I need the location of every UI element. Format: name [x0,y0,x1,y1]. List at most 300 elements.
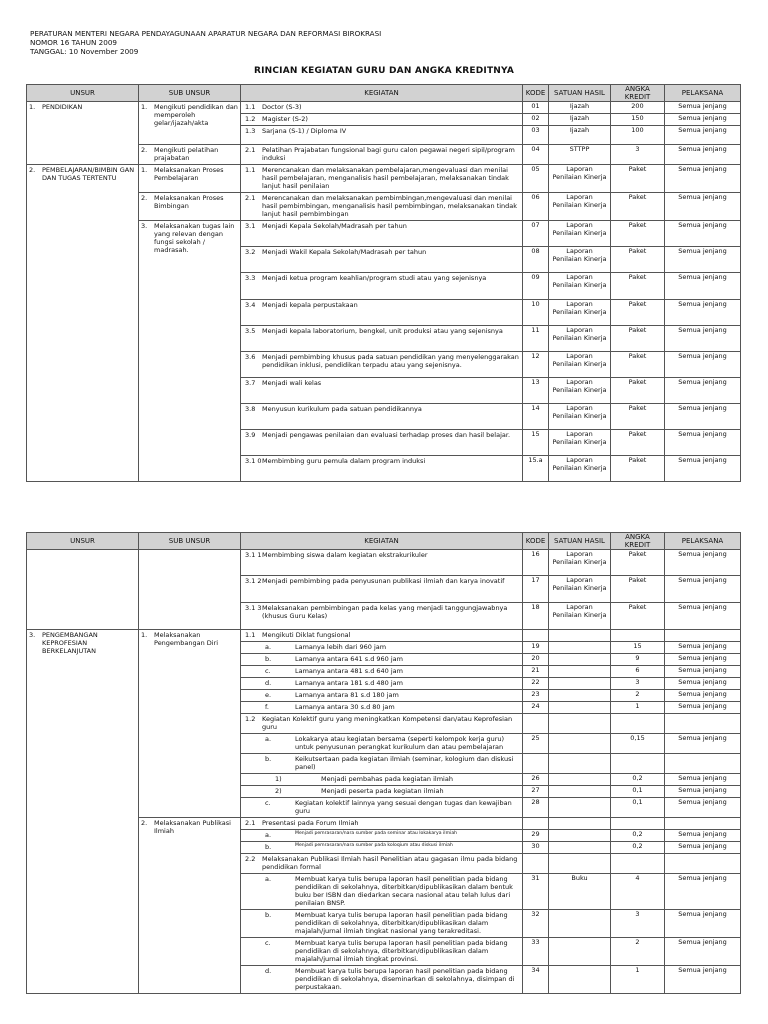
table-cell [549,938,611,966]
pelaksana-cell: Semua jenjang [665,300,741,326]
table-cell [665,630,741,642]
table-cell [611,754,665,774]
item-number: 3.2 [245,248,256,256]
item-text: Membimbing guru pemula dalam program induksi [262,457,426,465]
kegiatan-cell [241,193,523,221]
header-number: NOMOR 16 TAHUN 2009 [30,38,117,47]
table-cell [523,854,549,874]
table-cell [549,642,611,654]
satuan-cell: STTPP [549,145,611,165]
table-cell [611,854,665,874]
table-cell [549,774,611,786]
satuan-cell: Buku [549,874,611,910]
table-cell [549,690,611,702]
col-kegiatan: KEGIATAN [241,85,523,102]
table-row [27,102,741,114]
item-number: 2.1 [245,819,256,827]
kode-cell: 24 [523,702,549,714]
item-number: 2. [141,146,148,154]
satuan-cell: Laporan Penilaian Kinerja [549,378,611,404]
credit-table-2 [26,532,741,994]
pelaksana-cell: Semua jenjang [665,734,741,754]
satuan-cell: Laporan Penilaian Kinerja [549,430,611,456]
kode-cell: 28 [523,798,549,818]
angka-cell: 0,1 [611,798,665,818]
item-number: a. [265,735,272,743]
item-number: a. [265,875,272,883]
item-number: 2) [275,787,282,795]
item-number: d. [265,967,272,975]
pelaksana-cell: Semua jenjang [665,430,741,456]
kegiatan-item [243,678,520,689]
sub-unsur-cell [139,221,241,482]
item-number: 3. [141,222,148,230]
kode-cell: 17 [523,576,549,603]
table-cell [241,690,523,702]
unsur-item [141,145,238,164]
table-cell [549,818,611,830]
satuan-cell: Laporan Penilaian Kinerja [549,404,611,430]
kegiatan-cell [241,404,523,430]
col-angka: ANGKA KREDIT [611,533,665,550]
pelaksana-cell: Semua jenjang [665,798,741,818]
kegiatan-cell [241,378,523,404]
col-sub-unsur: SUB UNSUR [139,85,241,102]
satuan-cell: Laporan Penilaian Kinerja [549,300,611,326]
pelaksana-cell: Semua jenjang [665,654,741,666]
pelaksana-cell: Semua jenjang [665,247,741,273]
item-text: Membuat karya tulis berupa laporan hasil penelitian pada bidang pendidikan di sekolahnya, diterbitkan/dipublikasikan dalam majalah/jurnal ilmiah tingkat nasional yang terakreditasi. [295,911,508,935]
col-angka: ANGKA KREDIT [611,85,665,102]
col-kode: KODE [523,533,549,550]
kode-cell: 30 [523,842,549,854]
angka-cell: Paket [611,273,665,300]
satuan-cell: Ijazah [549,114,611,126]
table-cell [549,842,611,854]
kegiatan-item [243,830,520,841]
item-number: 3.9 [245,431,256,439]
item-text: Merencanakan dan melaksanakan pembelajaran,mengevaluasi dan menilai hasil pembelajaran, menganalisis hasil pembelajaran, melaksanakan tindak lanjut hasil penilaian [262,166,509,190]
kegiatan-cell [241,221,523,247]
kode-cell: 20 [523,654,549,666]
table-cell [665,818,741,830]
kegiatan-cell [241,273,523,300]
item-text: Melaksanakan Pengembangan Diri [154,631,219,647]
item-number: 3.7 [245,379,256,387]
kegiatan-item [243,874,520,909]
angka-cell: 3 [611,145,665,165]
item-text: Membuat karya tulis berupa laporan hasil penelitian pada bidang pendidikan di sekolahnya, diterbitkan/dipublikasikan dalam bentuk buku ber ISBN dan diedarkan secara nasional atau telah lulus dari penilaian BNSP. [295,875,513,907]
kegiatan-item [243,666,520,677]
kode-cell: 05 [523,165,549,193]
item-number: 2.1 [245,194,256,202]
table-cell [241,702,523,714]
angka-cell: Paket [611,456,665,482]
unsur-cell [27,630,139,994]
item-text: Menjadi wali kelas [262,379,322,387]
item-text: Menjadi ketua program keahlian/program studi atau yang sejenisnya [262,274,487,282]
kegiatan-item [243,966,520,993]
item-text: Membuat karya tulis berupa laporan hasil penelitian pada bidang pendidikan di sekolahnya, diseminarkan di sekolahnya, disimpan di perpustakaan. [295,967,515,991]
pelaksana-cell: Semua jenjang [665,102,741,114]
kode-cell: 29 [523,830,549,842]
kegiatan-item [243,654,520,665]
table-cell [665,714,741,734]
sub-unsur-cell [139,102,241,145]
angka-cell: Paket [611,550,665,576]
item-text: Presentasi pada Forum Ilmiah [262,819,359,827]
kode-cell: 22 [523,678,549,690]
angka-cell: 1 [611,966,665,994]
pelaksana-cell: Semua jenjang [665,404,741,430]
kegiatan-cell [241,714,523,734]
kegiatan-cell [241,456,523,482]
col-pelaksana: PELAKSANA [665,533,741,550]
item-number: c. [265,939,271,947]
pelaksana-cell: Semua jenjang [665,456,741,482]
pelaksana-cell: Semua jenjang [665,114,741,126]
kegiatan-item [243,786,520,797]
item-text: Menjadi pembahas pada kegiatan ilmiah [321,775,453,783]
kegiatan-item [243,165,520,192]
kegiatan-item [243,642,520,653]
kegiatan-cell [241,326,523,352]
pelaksana-cell: Semua jenjang [665,642,741,654]
col-satuan: SATUAN HASIL [549,533,611,550]
item-number: 3.1 0 [245,457,262,465]
kode-cell: 34 [523,966,549,994]
table-header-row [27,533,741,550]
table-cell [241,642,523,654]
item-number: c. [265,667,271,675]
angka-cell: Paket [611,576,665,603]
kegiatan-cell [241,430,523,456]
item-text: Menjadi pemrasaran/nara sumber pada seminar atau lokakarya ilmiah [295,831,458,836]
table-cell [611,714,665,734]
item-number: 1.2 [245,715,256,723]
kode-cell: 15.a [523,456,549,482]
kegiatan-item [243,842,520,853]
col-kegiatan: KEGIATAN [241,533,523,550]
item-text: Membimbing siswa dalam kegiatan ekstrakurikuler [262,551,428,559]
satuan-cell: Laporan Penilaian Kinerja [549,326,611,352]
item-text: Melaksanakan Publikasi Ilmiah [154,819,231,835]
unsur-item [29,630,136,657]
item-number: 3. [29,631,36,639]
angka-cell: 2 [611,938,665,966]
kegiatan-cell [241,630,523,642]
item-text: Menjadi pembimbing khusus pada satuan pendidikan yang menyelenggarakan pendidikan inklusi, pendidikan terpadu atau yang sejenisnya. [262,353,519,369]
item-number: e. [265,691,272,699]
pelaksana-cell: Semua jenjang [665,165,741,193]
kode-cell: 27 [523,786,549,798]
table-cell [549,702,611,714]
table-cell [241,842,523,854]
unsur-item [141,221,238,256]
kode-cell: 14 [523,404,549,430]
table-cell [665,854,741,874]
kegiatan-cell [241,102,523,114]
table-cell [549,798,611,818]
table-cell [665,754,741,774]
unsur-cell [27,165,139,482]
satuan-cell: Laporan Penilaian Kinerja [549,247,611,273]
item-number: 1.3 [245,127,256,135]
kegiatan-item [243,326,520,337]
item-number: 1) [275,775,282,783]
kode-cell: 06 [523,193,549,221]
item-number: 3.8 [245,405,256,413]
kode-cell: 26 [523,774,549,786]
kode-cell: 02 [523,114,549,126]
kegiatan-item [243,734,520,753]
item-text: Melaksanakan pembimbingan pada kelas yang menjadi tanggungjawabnya (khusus Guru Kelas) [262,604,508,620]
table-cell [241,910,523,938]
item-number: 2. [141,819,148,827]
angka-cell: 1 [611,702,665,714]
table-cell [241,654,523,666]
pelaksana-cell: Semua jenjang [665,378,741,404]
satuan-cell: Laporan Penilaian Kinerja [549,352,611,378]
table-cell [549,714,611,734]
item-text: Melaksanakan tugas lain yang relevan dengan fungsi sekolah / madrasah. [154,222,235,254]
kode-cell: 19 [523,642,549,654]
kode-cell: 03 [523,126,549,145]
table-cell [523,754,549,774]
table-cell [523,630,549,642]
pelaksana-cell: Semua jenjang [665,786,741,798]
satuan-cell: Laporan Penilaian Kinerja [549,550,611,576]
kegiatan-cell [241,576,523,603]
item-text: Menjadi peserta pada kegiatan ilmiah [321,787,444,795]
pelaksana-cell: Semua jenjang [665,966,741,994]
pelaksana-cell: Semua jenjang [665,702,741,714]
item-text: Kegiatan kolektif lainnya yang sesuai dengan tugas dan kewajiban guru [295,799,512,815]
item-text: Menjadi Wakil Kepala Sekolah/Madrasah per tahun [262,248,427,256]
item-number: 1.1 [245,166,256,174]
kegiatan-item [243,404,520,415]
table-cell [241,966,523,994]
sub-unsur-cell [139,193,241,221]
pelaksana-cell: Semua jenjang [665,193,741,221]
table-cell [241,874,523,910]
item-number: 1.2 [245,115,256,123]
table-cell [549,678,611,690]
angka-cell: 9 [611,654,665,666]
kode-cell: 33 [523,938,549,966]
table-cell [549,654,611,666]
kegiatan-item [243,247,520,258]
satuan-cell: Laporan Penilaian Kinerja [549,456,611,482]
angka-cell: 150 [611,114,665,126]
satuan-cell: Laporan Penilaian Kinerja [549,273,611,300]
kegiatan-cell [241,550,523,576]
kode-cell: 23 [523,690,549,702]
table-row [27,630,741,642]
kegiatan-item [243,352,520,371]
item-text: Keikutsertaan pada kegiatan ilmiah (seminar, kologium dan diskusi panel) [295,755,514,771]
item-number: 1.1 [245,631,256,639]
kode-cell: 15 [523,430,549,456]
angka-cell: Paket [611,247,665,273]
kegiatan-item [243,102,520,113]
angka-cell: Paket [611,193,665,221]
unsur-item [141,165,238,184]
angka-cell: Paket [611,221,665,247]
kode-cell: 25 [523,734,549,754]
table-cell [241,830,523,842]
kode-cell: 10 [523,300,549,326]
kegiatan-cell [241,818,523,830]
table-cell [549,630,611,642]
col-unsur: UNSUR [27,85,139,102]
angka-cell: Paket [611,326,665,352]
kegiatan-item [243,193,520,220]
item-text: Lokakarya atau kegiatan bersama (seperti kelompok kerja guru) untuk penyusunan perangkat kurikulum dan atau pembelajaran [295,735,505,751]
item-text: Menyusun kurikulum pada satuan pendidikannya [262,405,422,413]
table-cell [549,734,611,754]
table-cell [549,966,611,994]
angka-cell: 15 [611,642,665,654]
kegiatan-item [243,430,520,441]
angka-cell: Paket [611,352,665,378]
item-text: Melaksanakan Proses Bimbingan [154,194,224,210]
angka-cell: 0,2 [611,774,665,786]
unsur-item [141,193,238,212]
kegiatan-item [243,754,520,773]
kegiatan-item [243,273,520,284]
angka-cell: Paket [611,404,665,430]
angka-cell: 0,15 [611,734,665,754]
col-kode: KODE [523,85,549,102]
kegiatan-item [243,603,520,622]
pelaksana-cell: Semua jenjang [665,603,741,630]
item-number: d. [265,679,272,687]
col-satuan: SATUAN HASIL [549,85,611,102]
table-cell [549,786,611,798]
item-text: Melaksanakan Proses Pembelajaran [154,166,224,182]
item-text: Mengikuti pendidikan dan memperoleh gelar/ijazah/akta [154,103,238,127]
item-number: 3.1 1 [245,551,262,559]
pelaksana-cell: Semua jenjang [665,326,741,352]
kegiatan-item [243,145,520,164]
item-text: Melaksanakan Publikasi Ilmiah hasil Penelitian atau gagasan ilmu pada bidang pendidikan formal [262,855,518,871]
item-number: 3.1 [245,222,256,230]
pelaksana-cell: Semua jenjang [665,690,741,702]
item-text: Pelatihan Prajabatan fungsional bagi guru calon pegawai negeri sipil/program induksi [262,146,515,162]
item-number: c. [265,799,271,807]
item-number: 2. [141,194,148,202]
table-cell [241,774,523,786]
kegiatan-item [243,126,520,137]
kegiatan-item [243,702,520,713]
table-cell [523,714,549,734]
kegiatan-cell [241,300,523,326]
kode-cell: 01 [523,102,549,114]
kode-cell: 09 [523,273,549,300]
item-number: a. [265,831,272,839]
item-number: 2. [29,166,36,174]
table-cell [523,818,549,830]
kegiatan-item [243,910,520,937]
kode-cell: 31 [523,874,549,910]
item-number: b. [265,755,272,763]
table-cell [549,910,611,938]
kegiatan-cell [241,145,523,165]
kegiatan-item [243,630,520,641]
kegiatan-item [243,221,520,232]
kegiatan-item [243,456,520,467]
pelaksana-cell: Semua jenjang [665,874,741,910]
table-cell [241,798,523,818]
col-unsur: UNSUR [27,533,139,550]
item-number: a. [265,643,272,651]
item-text: Lamanya antara 641 s.d 960 jam [295,655,404,663]
item-text: Lamanya antara 30 s.d 80 jam [295,703,395,711]
pelaksana-cell: Semua jenjang [665,550,741,576]
item-text: Menjadi kepala perpustakaan [262,301,358,309]
kode-cell: 11 [523,326,549,352]
angka-cell: Paket [611,300,665,326]
angka-cell: 200 [611,102,665,114]
unsur-label: PENGEMBANGAN KEPROFESIAN BERKELANJUTAN [42,631,98,655]
kegiatan-cell [241,126,523,145]
satuan-cell: Laporan Penilaian Kinerja [549,165,611,193]
unsur-item [29,165,136,184]
kegiatan-item [243,114,520,125]
item-number: b. [265,843,272,851]
kegiatan-item [243,690,520,701]
kegiatan-cell [241,603,523,630]
sub-unsur-cell [139,145,241,165]
satuan-cell: Laporan Penilaian Kinerja [549,576,611,603]
angka-cell: 0,1 [611,786,665,798]
unsur-item [141,818,238,837]
kode-cell: 08 [523,247,549,273]
satuan-cell: Ijazah [549,102,611,114]
pelaksana-cell: Semua jenjang [665,273,741,300]
item-text: Membuat karya tulis berupa laporan hasil penelitian pada bidang pendidikan di sekolahnya, diterbitkan/dipublikasikan dalam majalah/jurnal ilmiah tingkat provinsi. [295,939,508,963]
table-cell [611,630,665,642]
angka-cell: Paket [611,430,665,456]
item-text: Merencanakan dan melaksanakan pembimbingan,mengevaluasi dan menilai hasil pembimbingan, menganalisis hasil pembimbingan, melaksanakan tindak lanjut hasil pembimbingan [262,194,518,218]
item-number: f. [265,703,269,711]
kode-cell: 12 [523,352,549,378]
table-cell [549,854,611,874]
pelaksana-cell: Semua jenjang [665,126,741,145]
item-text: Mengikuti Diklat fungsional [262,631,351,639]
angka-cell: Paket [611,378,665,404]
kegiatan-item [243,550,520,561]
pelaksana-cell: Semua jenjang [665,576,741,603]
sub-unsur-cell [139,630,241,818]
item-text: Menjadi kepala laboratorium, bengkel, unit produksi atau yang sejenisnya [262,327,503,335]
kode-cell: 04 [523,145,549,165]
pelaksana-cell: Semua jenjang [665,678,741,690]
item-number: 3.1 3 [245,604,262,612]
angka-cell: 3 [611,910,665,938]
item-text: Menjadi pengawas penilaian dan evaluasi terhadap proses dan hasil belajar. [262,431,511,439]
angka-cell: Paket [611,603,665,630]
item-number: 1. [141,166,148,174]
kegiatan-cell [241,165,523,193]
kegiatan-item [243,774,520,785]
item-text: Menjadi Kepala Sekolah/Madrasah per tahun [262,222,407,230]
kegiatan-cell [241,247,523,273]
table-row [27,550,741,576]
angka-cell: 0,2 [611,830,665,842]
pelaksana-cell: Semua jenjang [665,910,741,938]
